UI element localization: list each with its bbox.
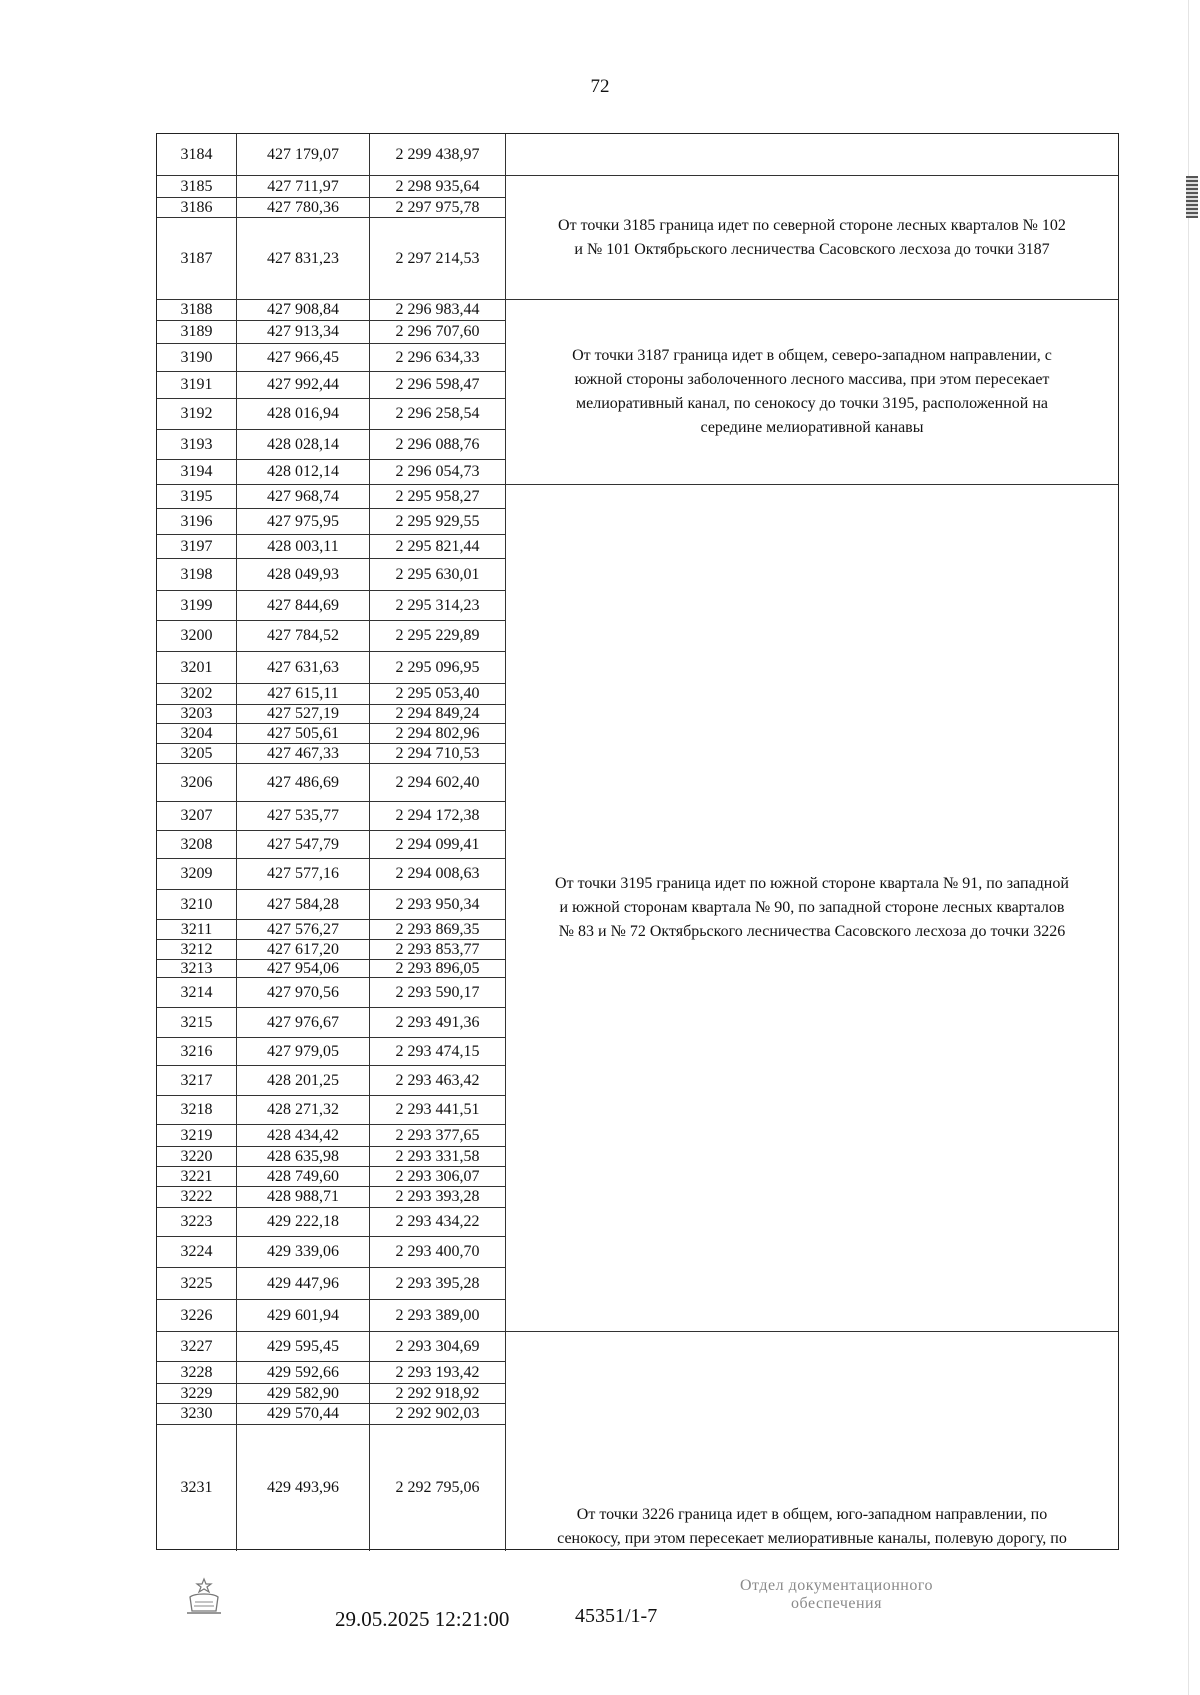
point-number-cell: 3218 <box>157 1096 237 1124</box>
point-number-cell: 3219 <box>157 1125 237 1146</box>
x-coordinate-cell: 427 831,23 <box>237 218 370 299</box>
table-row <box>157 1384 505 1404</box>
y-coordinate-cell: 2 293 306,07 <box>395 1167 480 1185</box>
point-number-cell: 3184 <box>157 134 237 175</box>
y-coordinate-cell: 2 296 258,54 <box>395 405 480 422</box>
scan-edge <box>1188 0 1189 1695</box>
x-coordinate-cell: 427 615,11 <box>237 684 370 704</box>
y-coordinate-cell: 2 295 630,01 <box>395 565 480 583</box>
route-description <box>505 134 1118 176</box>
x-coordinate-cell: 427 913,34 <box>237 321 370 343</box>
table-row <box>157 744 505 764</box>
y-coordinate-cell: 2 294 849,24 <box>395 705 480 722</box>
x-coordinate-cell: 427 577,16 <box>237 859 370 889</box>
point-number-cell: 3200 <box>157 621 237 651</box>
y-coordinate-cell: 2 292 795,06 <box>395 1479 480 1496</box>
point-number-cell: 3190 <box>157 344 237 371</box>
x-coordinate-cell: 427 584,28 <box>237 890 370 919</box>
y-coordinate-cell: 2 293 474,15 <box>395 1042 480 1060</box>
x-coordinate-cell: 427 966,45 <box>237 344 370 371</box>
x-coordinate-cell: 427 179,07 <box>237 134 370 175</box>
x-coordinate-cell: 429 570,44 <box>237 1404 370 1424</box>
table-row <box>157 1208 505 1237</box>
x-coordinate-cell: 427 784,52 <box>237 621 370 651</box>
y-coordinate-cell: 2 295 958,27 <box>395 487 480 505</box>
table-row <box>157 724 505 744</box>
y-coordinate-cell: 2 293 377,65 <box>395 1126 480 1144</box>
table-row <box>157 652 505 684</box>
point-number-cell: 3225 <box>157 1268 237 1299</box>
x-coordinate-cell: 428 988,71 <box>237 1187 370 1207</box>
point-number-cell: 3194 <box>157 460 237 484</box>
y-coordinate-cell: 2 295 929,55 <box>395 512 480 530</box>
y-coordinate-cell: 2 297 214,53 <box>395 249 480 267</box>
x-coordinate-cell: 429 582,90 <box>237 1384 370 1403</box>
x-coordinate-cell: 427 780,36 <box>237 198 370 217</box>
point-number-cell: 3202 <box>157 684 237 704</box>
table-row <box>157 831 505 859</box>
description-line: От точки 3185 граница идет по северной стороне лесных кварталов № 102 <box>558 216 1066 234</box>
table-row <box>157 591 505 621</box>
description-line: середине мелиоративной канавы <box>700 419 924 436</box>
description-line: № 83 и № 72 Октябрьского лесничества Сасовского лесхоза до точки 3226 <box>558 923 1066 940</box>
point-number-cell: 3211 <box>157 920 237 939</box>
x-coordinate-cell: 428 749,60 <box>237 1167 370 1186</box>
table-row <box>157 218 505 300</box>
y-coordinate-cell: 2 292 918,92 <box>395 1384 480 1402</box>
x-coordinate-cell: 428 003,11 <box>237 535 370 558</box>
y-coordinate-cell: 2 293 441,51 <box>395 1101 480 1118</box>
table-row <box>157 509 505 535</box>
y-coordinate-cell: 2 298 935,64 <box>395 177 480 195</box>
y-coordinate-cell: 2 295 229,89 <box>395 627 480 644</box>
y-coordinate-cell: 2 294 172,38 <box>395 807 480 824</box>
table-row <box>157 705 505 724</box>
x-coordinate-cell: 429 339,06 <box>237 1237 370 1267</box>
table-row <box>157 1147 505 1167</box>
x-coordinate-cell: 427 535,77 <box>237 802 370 830</box>
table-row <box>157 940 505 960</box>
table-row <box>157 176 505 198</box>
point-number-cell: 3187 <box>157 218 237 299</box>
x-coordinate-cell: 427 505,61 <box>237 724 370 743</box>
table-row <box>157 1167 505 1187</box>
x-coordinate-cell: 427 617,20 <box>237 940 370 959</box>
point-number-cell: 3188 <box>157 300 237 320</box>
point-number-cell: 3222 <box>157 1187 237 1207</box>
x-coordinate-cell: 429 222,18 <box>237 1208 370 1236</box>
point-number-cell: 3231 <box>157 1425 237 1551</box>
y-coordinate-cell: 2 294 602,40 <box>395 773 480 791</box>
point-number-cell: 3214 <box>157 978 237 1007</box>
description-line: сенокосу, при этом пересекает мелиоративные каналы, полевую дорогу, по <box>557 1530 1067 1547</box>
scan-mark <box>1186 176 1198 218</box>
x-coordinate-cell: 427 975,95 <box>237 509 370 534</box>
y-coordinate-cell: 2 293 491,36 <box>395 1013 480 1031</box>
table-row <box>157 1237 505 1268</box>
point-number-cell: 3204 <box>157 724 237 743</box>
point-number-cell: 3203 <box>157 705 237 723</box>
point-number-cell: 3224 <box>157 1237 237 1267</box>
point-number-cell: 3195 <box>157 485 237 508</box>
table-row <box>157 1300 505 1332</box>
x-coordinate-cell: 427 486,69 <box>237 764 370 801</box>
y-coordinate-cell: 2 296 634,33 <box>395 348 480 366</box>
y-coordinate-cell: 2 294 008,63 <box>395 865 480 882</box>
y-coordinate-cell: 2 293 393,28 <box>395 1188 480 1205</box>
x-coordinate-cell: 427 992,44 <box>237 372 370 398</box>
table-row <box>157 300 505 321</box>
table-row <box>157 372 505 399</box>
point-number-cell: 3230 <box>157 1404 237 1424</box>
y-coordinate-cell: 2 293 590,17 <box>395 983 480 1001</box>
x-coordinate-cell: 429 592,66 <box>237 1362 370 1383</box>
y-coordinate-cell: 2 293 395,28 <box>395 1274 480 1292</box>
route-description <box>505 485 1118 1332</box>
point-number-cell: 3189 <box>157 321 237 343</box>
footer-doc-number: 45351/1-7 <box>575 1605 658 1627</box>
point-number-cell: 3199 <box>157 591 237 620</box>
table-row <box>157 1038 505 1066</box>
y-coordinate-cell: 2 293 434,22 <box>395 1213 480 1230</box>
y-coordinate-cell: 2 295 821,44 <box>395 537 480 555</box>
x-coordinate-cell: 428 016,94 <box>237 399 370 429</box>
x-coordinate-cell: 428 049,93 <box>237 559 370 590</box>
y-coordinate-cell: 2 293 389,00 <box>395 1306 480 1324</box>
page-number: 72 <box>590 76 610 97</box>
table-row <box>157 859 505 890</box>
table-row <box>157 430 505 460</box>
point-number-cell: 3185 <box>157 176 237 197</box>
point-number-cell: 3217 <box>157 1066 237 1095</box>
point-number-cell: 3208 <box>157 831 237 858</box>
table-row <box>157 920 505 940</box>
table-row <box>157 460 505 485</box>
description-line: южной стороны заболоченного лесного массива, при этом пересекает <box>574 371 1050 388</box>
x-coordinate-cell: 429 493,96 <box>237 1425 370 1551</box>
point-number-cell: 3198 <box>157 559 237 590</box>
y-coordinate-cell: 2 293 400,70 <box>395 1243 480 1260</box>
x-coordinate-cell: 428 271,32 <box>237 1096 370 1124</box>
point-number-cell: 3196 <box>157 509 237 534</box>
x-coordinate-cell: 427 576,27 <box>237 920 370 939</box>
table-row <box>157 559 505 591</box>
department-stamp <box>740 1577 933 1614</box>
point-number-cell: 3205 <box>157 744 237 763</box>
description-line: От точки 3226 граница идет в общем, юго-западном направлении, по <box>576 1506 1048 1523</box>
route-description <box>505 300 1118 485</box>
table-row <box>157 684 505 705</box>
point-number-cell: 3227 <box>157 1332 237 1361</box>
x-coordinate-cell: 427 976,67 <box>237 1008 370 1037</box>
point-number-cell: 3228 <box>157 1362 237 1383</box>
table-row <box>157 134 505 176</box>
table-row <box>157 764 505 802</box>
x-coordinate-cell: 427 711,97 <box>237 176 370 197</box>
description-line: От точки 3187 граница идет в общем, северо-западном направлении, с <box>572 347 1052 364</box>
point-number-cell: 3223 <box>157 1208 237 1236</box>
point-number-cell: 3201 <box>157 652 237 683</box>
table-row <box>157 344 505 372</box>
point-number-cell: 3207 <box>157 802 237 830</box>
x-coordinate-cell: 427 979,05 <box>237 1038 370 1065</box>
y-coordinate-cell: 2 293 896,05 <box>395 959 480 977</box>
table-row <box>157 1096 505 1125</box>
stamp-line: Отдел документационного <box>740 1577 934 1594</box>
y-coordinate-cell: 2 294 710,53 <box>395 744 480 762</box>
x-coordinate-cell: 427 631,63 <box>237 652 370 683</box>
coordinates-table <box>156 133 1119 1550</box>
point-number-cell: 3226 <box>157 1300 237 1331</box>
point-number-cell: 3215 <box>157 1008 237 1037</box>
point-number-cell: 3192 <box>157 399 237 429</box>
y-coordinate-cell: 2 296 983,44 <box>395 301 480 318</box>
table-row <box>157 1268 505 1300</box>
table-row <box>157 485 505 509</box>
table-row <box>157 621 505 652</box>
x-coordinate-cell: 427 547,79 <box>237 831 370 858</box>
x-coordinate-cell: 429 601,94 <box>237 1300 370 1331</box>
y-coordinate-cell: 2 293 950,34 <box>395 895 480 913</box>
point-number-cell: 3191 <box>157 372 237 398</box>
table-row <box>157 978 505 1008</box>
table-row <box>157 1187 505 1208</box>
x-coordinate-cell: 429 595,45 <box>237 1332 370 1361</box>
stamp-line: обеспечения <box>791 1595 882 1613</box>
point-number-cell: 3229 <box>157 1384 237 1403</box>
x-coordinate-cell: 429 447,96 <box>237 1268 370 1299</box>
y-coordinate-cell: 2 296 088,76 <box>395 435 480 453</box>
y-coordinate-cell: 2 297 975,78 <box>395 198 480 216</box>
y-coordinate-cell: 2 296 054,73 <box>395 463 480 480</box>
point-number-cell: 3186 <box>157 198 237 217</box>
y-coordinate-cell: 2 295 314,23 <box>395 596 480 614</box>
y-coordinate-cell: 2 292 902,03 <box>395 1405 480 1422</box>
x-coordinate-cell: 427 844,69 <box>237 591 370 620</box>
x-coordinate-cell: 428 434,42 <box>237 1125 370 1146</box>
x-coordinate-cell: 428 635,98 <box>237 1147 370 1166</box>
point-number-cell: 3209 <box>157 859 237 889</box>
point-number-cell: 3212 <box>157 940 237 959</box>
point-number-cell: 3213 <box>157 960 237 977</box>
description-line: мелиоративный канал, по сенокосу до точки 3195, расположенной на <box>576 395 1048 412</box>
point-number-cell: 3206 <box>157 764 237 801</box>
point-number-cell: 3197 <box>157 535 237 558</box>
y-coordinate-cell: 2 293 853,77 <box>395 940 480 958</box>
point-number-cell: 3193 <box>157 430 237 459</box>
x-coordinate-cell: 428 012,14 <box>237 460 370 484</box>
point-number-cell: 3216 <box>157 1038 237 1065</box>
table-row <box>157 1008 505 1038</box>
y-coordinate-cell: 2 296 598,47 <box>395 376 480 393</box>
table-row <box>157 1362 505 1384</box>
x-coordinate-cell: 427 908,84 <box>237 300 370 320</box>
x-coordinate-cell: 428 028,14 <box>237 430 370 459</box>
table-row <box>157 960 505 978</box>
point-number-cell: 3220 <box>157 1147 237 1166</box>
footer-date: 29.05.2025 12:21:00 <box>335 1607 510 1631</box>
table-row <box>157 802 505 831</box>
y-coordinate-cell: 2 295 053,40 <box>395 685 480 702</box>
y-coordinate-cell: 2 293 193,42 <box>395 1363 480 1381</box>
x-coordinate-cell: 427 970,56 <box>237 978 370 1007</box>
emblem-logo <box>181 1575 227 1617</box>
table-row <box>157 890 505 920</box>
table-row <box>157 535 505 559</box>
route-description <box>505 1332 1118 1551</box>
y-coordinate-cell: 2 294 802,96 <box>395 724 480 742</box>
x-coordinate-cell: 428 201,25 <box>237 1066 370 1095</box>
route-description <box>505 176 1118 300</box>
y-coordinate-cell: 2 293 331,58 <box>395 1147 480 1165</box>
y-coordinate-cell: 2 295 096,95 <box>395 658 480 676</box>
y-coordinate-cell: 2 293 304,69 <box>395 1337 480 1355</box>
y-coordinate-cell: 2 296 707,60 <box>395 323 480 340</box>
description-line: и южной сторонам квартала № 90, по западной стороне лесных кварталов <box>559 899 1065 916</box>
table-row <box>157 321 505 344</box>
x-coordinate-cell: 427 527,19 <box>237 705 370 723</box>
table-row <box>157 1332 505 1362</box>
point-number-cell: 3210 <box>157 890 237 919</box>
point-number-cell: 3221 <box>157 1167 237 1186</box>
table-row <box>157 1066 505 1096</box>
table-row <box>157 1404 505 1425</box>
table-row <box>157 1425 505 1551</box>
y-coordinate-cell: 2 299 438,97 <box>395 145 480 163</box>
description-line: От точки 3195 граница идет по южной стороне квартала № 91, по западной <box>555 875 1069 892</box>
y-coordinate-cell: 2 293 463,42 <box>395 1071 480 1089</box>
table-row <box>157 1125 505 1147</box>
y-coordinate-cell: 2 294 099,41 <box>395 835 480 853</box>
description-line: и № 101 Октябрьского лесничества Сасовского лесхоза до точки 3187 <box>574 240 1050 258</box>
x-coordinate-cell: 427 954,06 <box>237 960 370 977</box>
x-coordinate-cell: 427 968,74 <box>237 485 370 508</box>
x-coordinate-cell: 427 467,33 <box>237 744 370 763</box>
table-row <box>157 399 505 430</box>
table-row <box>157 198 505 218</box>
y-coordinate-cell: 2 293 869,35 <box>395 920 480 938</box>
